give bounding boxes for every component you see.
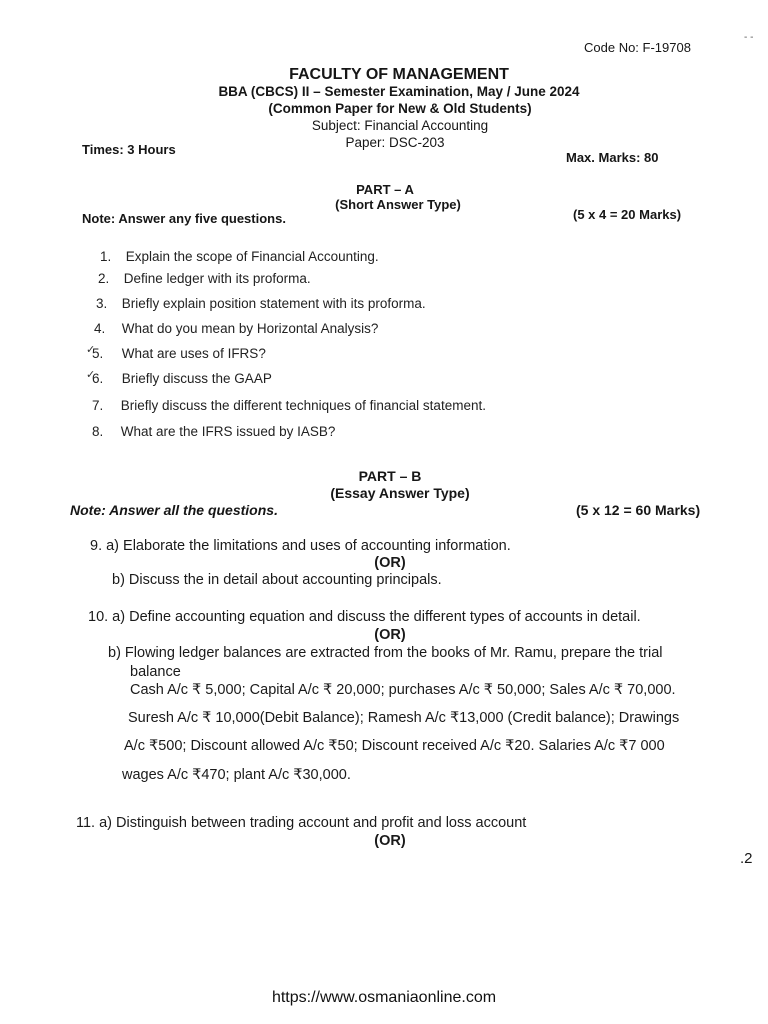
question-number: 2.: [98, 271, 110, 286]
corner-mark: - -: [744, 32, 754, 43]
code-number: Code No: F-19708: [584, 40, 691, 55]
question-9b: b) Discuss the in detail about accounting principals.: [112, 572, 442, 588]
part-b-type: (Essay Answer Type): [330, 485, 470, 501]
common-paper-note: (Common Paper for New & Old Students): [268, 101, 532, 116]
question-number: 1.: [100, 249, 112, 264]
question-9a: 9. a) Elaborate the limitations and uses of accounting information.: [90, 538, 511, 554]
website-url[interactable]: https://www.osmaniaonline.com: [271, 989, 497, 1006]
question-10b-line: Cash A/c ₹ 5,000; Capital A/c ₹ 20,000; purchases A/c ₹ 50,000; Sales A/c ₹ 70,000.: [130, 682, 676, 698]
subject-line: Subject: Financial Accounting: [311, 118, 489, 133]
part-a-title: PART – A: [356, 182, 414, 197]
question-10b-line: Suresh A/c ₹ 10,000(Debit Balance); Ramesh A/c ₹13,000 (Credit balance); Drawings: [128, 710, 680, 726]
list-item: [92, 424, 335, 439]
question-text: Briefly discuss the different techniques of financial statement.: [120, 398, 486, 413]
or-separator: (OR): [374, 555, 406, 571]
list-item: [96, 296, 426, 311]
list-item: [92, 398, 486, 413]
question-number: 5.: [92, 346, 104, 361]
question-number: 8.: [92, 424, 104, 439]
question-text: Explain the scope of Financial Accounting.: [125, 249, 379, 264]
or-separator: (OR): [374, 833, 406, 849]
faculty-title: FACULTY OF MANAGEMENT: [289, 66, 509, 83]
question-number: 4.: [94, 321, 106, 336]
question-10b-line: A/c ₹500; Discount allowed A/c ₹50; Discount received A/c ₹20. Salaries A/c ₹7 000: [124, 738, 665, 754]
tick-mark-icon: ✓: [86, 369, 96, 381]
question-10b-line: wages A/c ₹470; plant A/c ₹30,000.: [122, 767, 351, 783]
part-b-note: Note: Answer all the questions.: [70, 502, 278, 518]
list-item: [100, 249, 379, 264]
page-continuation-mark: .2: [740, 850, 753, 867]
question-text: What are uses of IFRS?: [121, 346, 266, 361]
question-10b-line: balance: [130, 664, 181, 680]
list-item: [94, 321, 378, 336]
part-b-marks: (5 x 12 = 60 Marks): [576, 502, 701, 518]
time-allowed: Times: 3 Hours: [82, 142, 176, 157]
question-number: 6.: [92, 371, 104, 386]
question-number: 3.: [96, 296, 108, 311]
question-text: What are the IFRS issued by IASB?: [120, 424, 336, 439]
question-text: Briefly discuss the GAAP: [121, 371, 272, 386]
list-item: [86, 369, 272, 386]
tick-mark-icon: ✓: [86, 344, 96, 356]
part-b-title: PART – B: [358, 468, 422, 484]
max-marks: Max. Marks: 80: [566, 150, 659, 165]
part-a-marks: (5 x 4 = 20 Marks): [573, 207, 682, 222]
question-text: Briefly explain position statement with its proforma.: [121, 296, 426, 311]
or-separator: (OR): [374, 627, 406, 643]
question-text: Define ledger with its proforma.: [123, 271, 311, 286]
list-item: [86, 344, 266, 361]
list-item: [98, 271, 311, 286]
question-11a: 11. a) Distinguish between trading account and profit and loss account: [76, 815, 527, 831]
part-a-type: (Short Answer Type): [335, 197, 461, 212]
exam-title: BBA (CBCS) II – Semester Examination, May / June 2024: [218, 84, 580, 99]
part-a-note: Note: Answer any five questions.: [82, 211, 286, 226]
question-10a: 10. a) Define accounting equation and discuss the different types of accounts in detail.: [88, 609, 641, 625]
paper-line: Paper: DSC-203: [345, 135, 445, 150]
question-number: 7.: [92, 398, 104, 413]
question-10b-line: b) Flowing ledger balances are extracted from the books of Mr. Ramu, prepare the trial: [108, 645, 663, 661]
question-text: What do you mean by Horizontal Analysis?: [121, 321, 379, 336]
